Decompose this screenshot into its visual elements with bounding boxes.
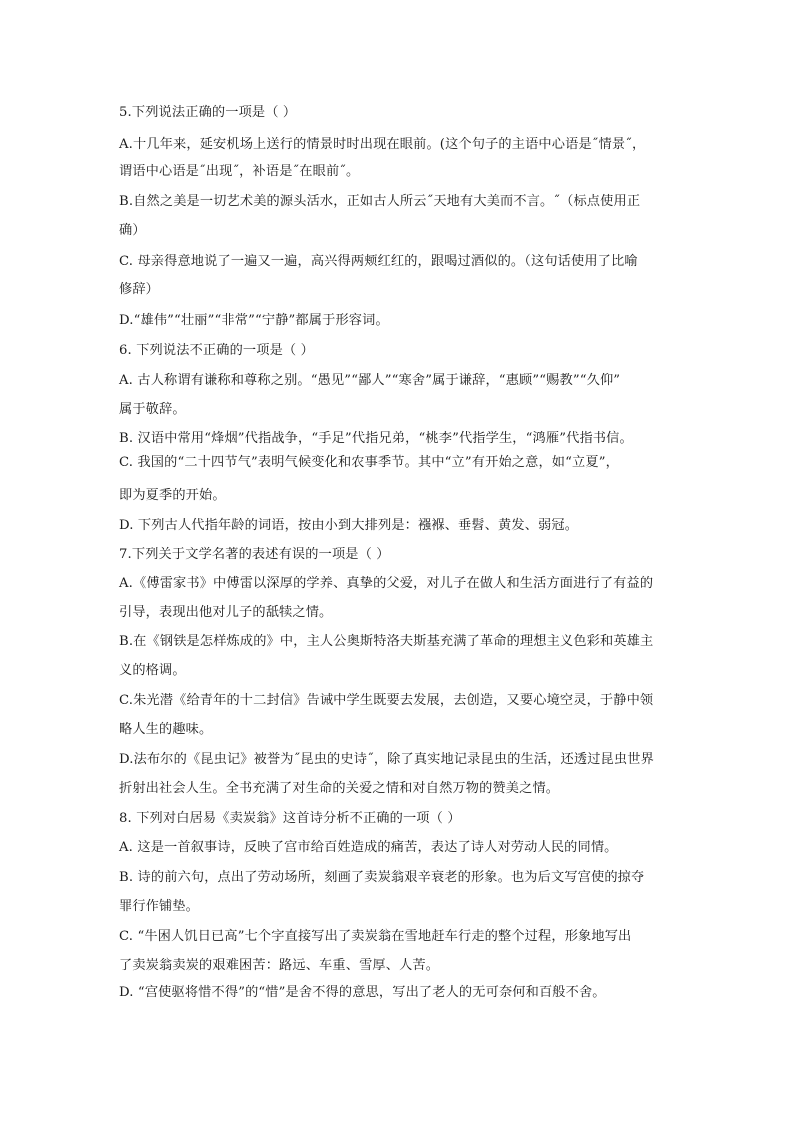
question-7-option-c-cont: 略人生的趣味。	[119, 722, 213, 737]
question-6-option-c: C. 我国的“二十四节气”表明气候变化和农事季节。其中“立”有开始之意，如“立夏”，	[119, 455, 619, 470]
question-7-option-a-cont: 引导，表现出他对儿子的舐犊之情。	[119, 605, 333, 620]
question-6-stem: 6. 下列说法不正确的一项是（ ）	[119, 343, 314, 358]
question-6-option-c-cont: 即为夏季的开始。	[119, 488, 226, 503]
question-8-option-b: B. 诗的前六句，点出了劳动场所，刻画了卖炭翁艰辛衰老的形象。也为后文写宫使的掠夺	[119, 870, 645, 885]
question-5-option-c-cont: 修辞）	[119, 282, 160, 297]
question-5-option-b-cont: 确）	[119, 223, 146, 238]
question-6-option-d: D. 下列古人代指年龄的词语，按由小到大排列是：襁褓、垂髫、黄发、弱冠。	[119, 518, 579, 533]
question-8-option-d: D. “宫使驱将惜不得”的“惜”是舍不得的意思，写出了老人的无可奈何和百般不舍。	[119, 985, 606, 1000]
question-7-option-d: D.法布尔的《昆虫记》被誉为˝昆虫的史诗˝，除了真实地记录昆虫的生活，还透过昆虫世界	[119, 752, 654, 767]
question-8-option-b-cont: 罪行作铺垫。	[119, 899, 200, 914]
question-7-option-d-cont: 折射出社会人生。全书充满了对生命的关爱之情和对自然万物的赞美之情。	[119, 781, 560, 796]
question-5-option-d: D.“雄伟”“壮丽”“非常”“宁静”都属于形容词。	[119, 313, 389, 328]
question-7-stem: 7.下列关于文学名著的表述有误的一项是（ ）	[119, 547, 390, 562]
question-5-option-a-cont: 谓语中心语是˝出现˝，补语是˝在眼前˝。	[119, 164, 360, 179]
question-8-option-a: A. 这是一首叙事诗，反映了宫市给百姓造成的痛苦，表达了诗人对劳动人民的同情。	[119, 840, 618, 855]
question-7-option-c: C.朱光潜《给青年的十二封信》告诫中学生既要去发展，去创造，又要心境空灵，于静中领	[119, 693, 654, 708]
question-5-option-a: A.十几年来，延安机场上送行的情景时时出现在眼前。(这个句子的主语中心语是˝情景˝，	[119, 137, 646, 152]
question-7-option-a: A.《傅雷家书》中傅雷以深厚的学养、真挚的父爱，对儿子在做人和生活方面进行了有益的	[119, 576, 654, 591]
question-6-option-b: B. 汉语中常用“烽烟”代指战争，“手足”代指兄弟，“桃李”代指学生，“鸿雁”代指书信。	[119, 431, 633, 446]
question-5-option-c: C. 母亲得意地说了一遍又一遍，高兴得两颊红红的，跟喝过酒似的。（这句话使用了比喻	[119, 254, 638, 269]
question-6-option-a-cont: 属于敬辞。	[119, 402, 186, 417]
question-5-stem: 5.下列说法正确的一项是（ ）	[119, 105, 297, 120]
question-8-stem: 8. 下列对白居易《卖炭翁》这首诗分析不正确的一项（ ）	[119, 811, 461, 826]
question-8-option-c: C. “牛困人饥日已高”七个字直接写出了卖炭翁在雪地赶车行走的整个过程，形象地写出	[119, 929, 632, 944]
question-7-option-b-cont: 义的格调。	[119, 663, 186, 678]
question-8-option-c-cont: 了卖炭翁卖炭的艰难困苦：路远、车重、雪厚、人苦。	[119, 958, 440, 973]
question-7-option-b: B.在《钢铁是怎样炼成的》中，主人公奥斯特洛夫斯基充满了革命的理想主义色彩和英雄主	[119, 634, 654, 649]
question-6-option-a: A. 古人称谓有谦称和尊称之别。“愚见”“鄙人”“寒舍”属于谦辞，“惠顾”“赐教”“久仰”	[119, 373, 621, 388]
question-5-option-b: B.自然之美是一切艺术美的源头活水，正如古人所云˝天地有大美而不言。˝（标点使用正	[119, 194, 641, 209]
